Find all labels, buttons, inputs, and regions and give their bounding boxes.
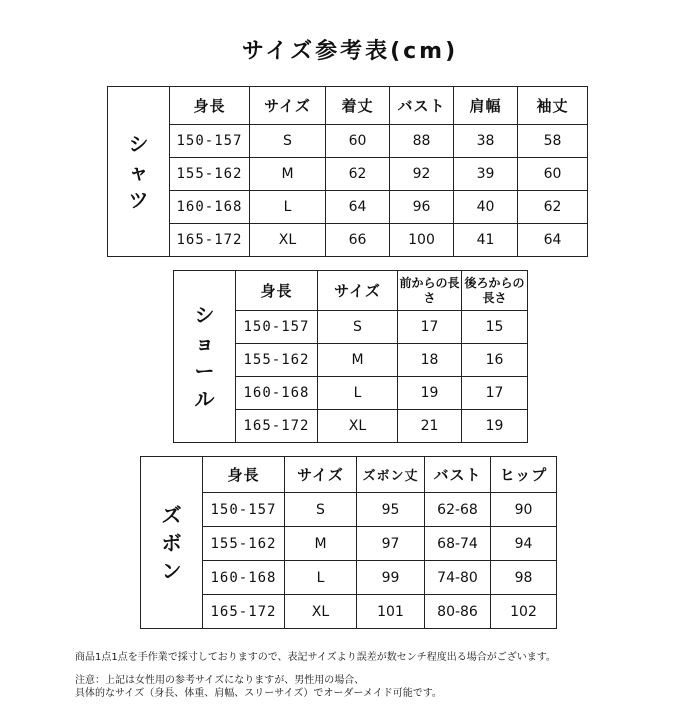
cell-size: XL: [285, 595, 357, 629]
cell-value: 92: [390, 158, 454, 191]
cell-value: 90: [491, 493, 557, 527]
cell-value: 41: [454, 224, 518, 257]
header-length: 着丈: [326, 87, 390, 125]
table-row: [141, 595, 557, 629]
page-title: サイズ参考表(cm): [241, 39, 459, 64]
cell-value: 62-68: [425, 493, 491, 527]
cell-size: XL: [250, 224, 326, 257]
note-measurement: 商品1点1点を手作業で採寸しておりますので、表記サイズより誤差が数センチ程度出る場合がございます。: [75, 652, 556, 663]
note-caution-line2: 具体的なサイズ（身長、体重、肩幅、スリーサイズ）でオーダーメイド可能です。: [75, 688, 442, 699]
header-height: 身長: [236, 271, 318, 311]
cell-value: 98: [491, 561, 557, 595]
cell-value: 95: [357, 493, 425, 527]
cell-value: 80-86: [425, 595, 491, 629]
cell-value: 64: [326, 191, 390, 224]
table-row: [108, 224, 588, 257]
cell-size: M: [285, 527, 357, 561]
cell-value: 62: [326, 158, 390, 191]
table-row: [141, 493, 557, 527]
header-pants-length: ズボン丈: [357, 457, 425, 493]
table-row: [108, 125, 588, 158]
header-height: 身長: [203, 457, 285, 493]
cell-value: 38: [454, 125, 518, 158]
cell-value: 94: [491, 527, 557, 561]
cell-value: 16: [462, 344, 528, 377]
pants-label: ズボン: [141, 457, 203, 629]
cell-size: XL: [318, 410, 398, 443]
cell-height: 150-157: [203, 493, 285, 527]
cell-size: S: [285, 493, 357, 527]
cell-value: 64: [518, 224, 588, 257]
cell-value: 19: [462, 410, 528, 443]
cell-height: 160-168: [170, 191, 250, 224]
cell-value: 18: [398, 344, 462, 377]
header-height: 身長: [170, 87, 250, 125]
table-row: [141, 527, 557, 561]
cell-value: 39: [454, 158, 518, 191]
cell-height: 165-172: [170, 224, 250, 257]
cell-value: 19: [398, 377, 462, 410]
header-bust: バスト: [390, 87, 454, 125]
cell-value: 15: [462, 311, 528, 344]
cell-value: 101: [357, 595, 425, 629]
cell-value: 102: [491, 595, 557, 629]
header-sleeve: 袖丈: [518, 87, 588, 125]
cell-value: 66: [326, 224, 390, 257]
cell-value: 97: [357, 527, 425, 561]
shawl-size-table: [173, 270, 528, 443]
cell-value: 21: [398, 410, 462, 443]
cell-value: 68-74: [425, 527, 491, 561]
table-row: [108, 191, 588, 224]
shawl-label: ショール: [174, 271, 236, 443]
pants-size-table: [140, 456, 557, 629]
table-row: [108, 158, 588, 191]
shirt-label: シャツ: [108, 87, 170, 257]
cell-value: 60: [326, 125, 390, 158]
note-caution-line1: 注意：上記は女性用の参考サイズになりますが、男性用の場合、: [75, 675, 365, 686]
cell-height: 165-172: [203, 595, 285, 629]
cell-height: 155-162: [203, 527, 285, 561]
header-hip: ヒップ: [491, 457, 557, 493]
cell-size: L: [285, 561, 357, 595]
cell-value: 40: [454, 191, 518, 224]
cell-size: M: [250, 158, 326, 191]
cell-value: 60: [518, 158, 588, 191]
shirt-size-table: [107, 86, 588, 257]
cell-value: 96: [390, 191, 454, 224]
header-size: サイズ: [250, 87, 326, 125]
cell-size: M: [318, 344, 398, 377]
cell-size: L: [318, 377, 398, 410]
table-row: [141, 561, 557, 595]
note-caution: [75, 674, 675, 700]
header-shoulder: 肩幅: [454, 87, 518, 125]
cell-value: 99: [357, 561, 425, 595]
cell-height: 150-157: [236, 311, 318, 344]
cell-height: 165-172: [236, 410, 318, 443]
cell-value: 17: [398, 311, 462, 344]
cell-height: 150-157: [170, 125, 250, 158]
cell-size: L: [250, 191, 326, 224]
cell-value: 17: [462, 377, 528, 410]
cell-height: 155-162: [236, 344, 318, 377]
cell-value: 58: [518, 125, 588, 158]
cell-height: 160-168: [203, 561, 285, 595]
cell-height: 160-168: [236, 377, 318, 410]
cell-value: 74-80: [425, 561, 491, 595]
header-front-length: 前からの長さ: [398, 271, 462, 311]
cell-value: 100: [390, 224, 454, 257]
header-size: サイズ: [318, 271, 398, 311]
header-back-length: 後ろからの長さ: [462, 271, 528, 311]
cell-value: 62: [518, 191, 588, 224]
header-bust: バスト: [425, 457, 491, 493]
cell-height: 155-162: [170, 158, 250, 191]
header-size: サイズ: [285, 457, 357, 493]
cell-size: S: [318, 311, 398, 344]
cell-value: 88: [390, 125, 454, 158]
cell-size: S: [250, 125, 326, 158]
